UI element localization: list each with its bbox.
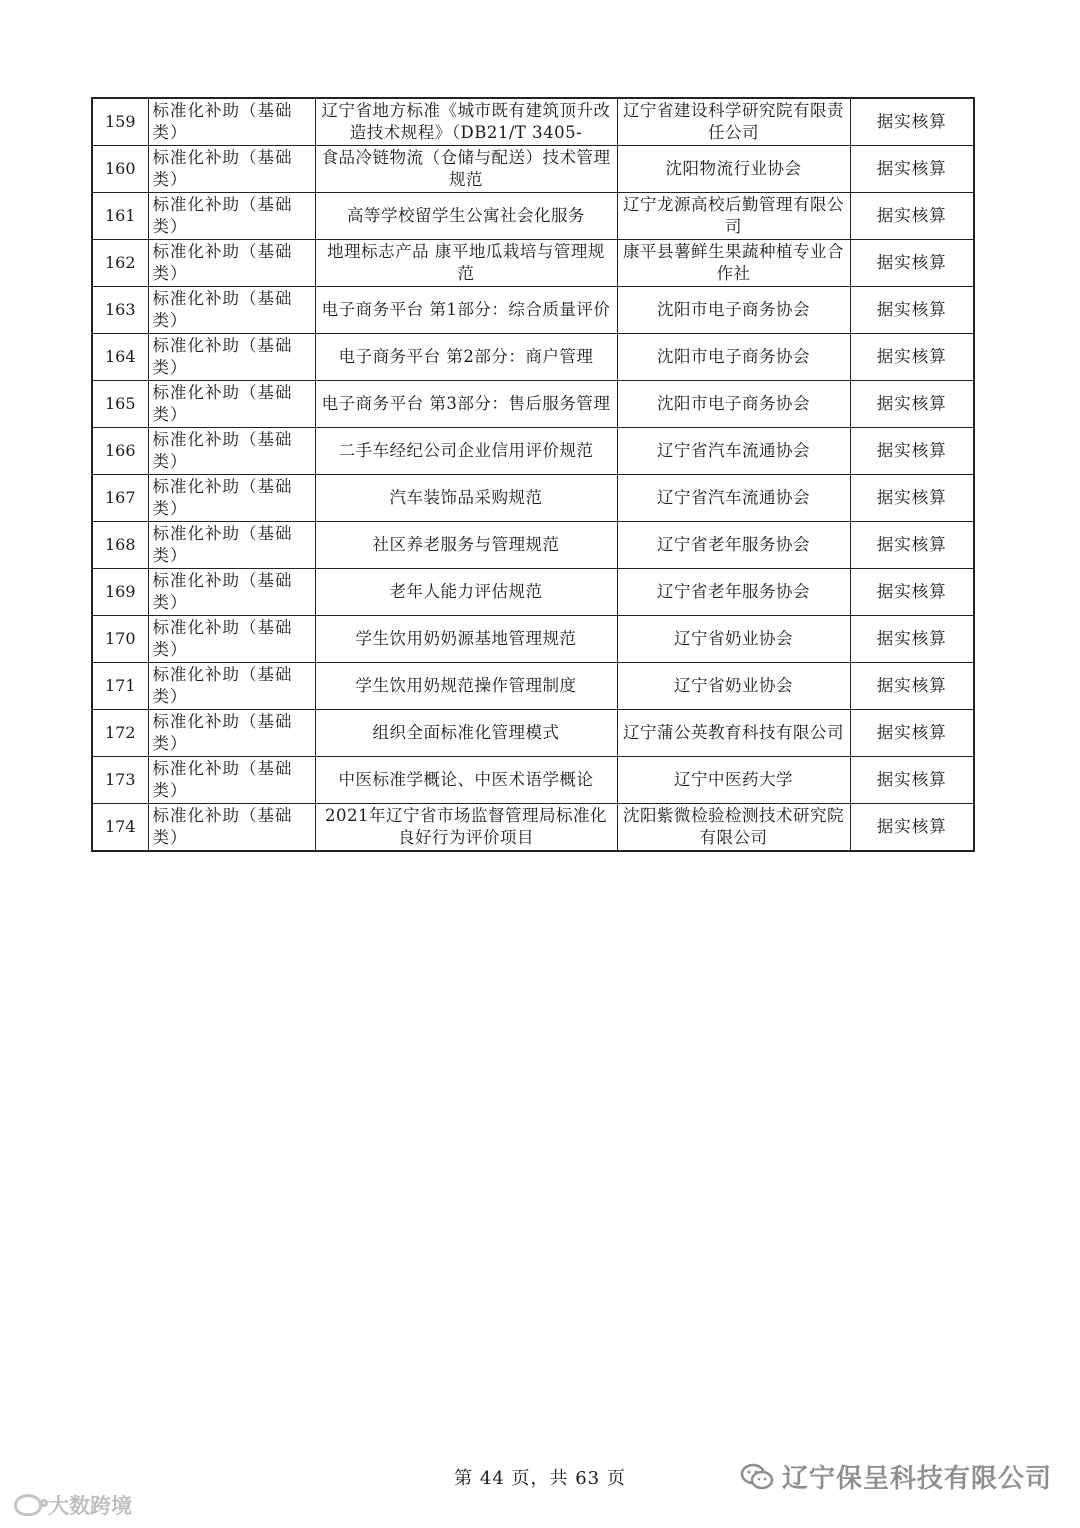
category-cell: 标准化补助（基础类） xyxy=(148,240,315,287)
category-cell: 标准化补助（基础类） xyxy=(148,475,315,522)
standard-name-cell: 电子商务平台 第2部分：商户管理 xyxy=(315,334,617,381)
table-row xyxy=(92,475,974,522)
standard-name-cell: 学生饮用奶规范操作管理制度 xyxy=(315,663,617,710)
method-cell: 据实核算 xyxy=(850,146,974,193)
row-number-cell: 161 xyxy=(92,193,148,240)
standard-name-cell: 电子商务平台 第3部分：售后服务管理 xyxy=(315,381,617,428)
standard-name-cell: 高等学校留学生公寓社会化服务 xyxy=(315,193,617,240)
organization-cell: 沈阳市电子商务协会 xyxy=(617,334,850,381)
row-number-cell: 159 xyxy=(92,98,148,146)
category-cell: 标准化补助（基础类） xyxy=(148,710,315,757)
method-cell: 据实核算 xyxy=(850,710,974,757)
organization-cell: 辽宁中医药大学 xyxy=(617,757,850,804)
row-number-cell: 170 xyxy=(92,616,148,663)
standard-name-cell: 2021年辽宁省市场监督管理局标准化良好行为评价项目 xyxy=(315,804,617,852)
organization-cell: 辽宁龙源高校后勤管理有限公司 xyxy=(617,193,850,240)
row-number-cell: 162 xyxy=(92,240,148,287)
category-cell: 标准化补助（基础类） xyxy=(148,757,315,804)
category-cell: 标准化补助（基础类） xyxy=(148,616,315,663)
table-row xyxy=(92,193,974,240)
method-cell: 据实核算 xyxy=(850,616,974,663)
method-cell: 据实核算 xyxy=(850,569,974,616)
category-cell: 标准化补助（基础类） xyxy=(148,98,315,146)
row-number-cell: 160 xyxy=(92,146,148,193)
standard-name-cell: 辽宁省地方标准《城市既有建筑顶升改造技术规程》（DB21/T 3405- xyxy=(315,98,617,146)
row-number-cell: 164 xyxy=(92,334,148,381)
category-cell: 标准化补助（基础类） xyxy=(148,287,315,334)
organization-cell: 沈阳市电子商务协会 xyxy=(617,381,850,428)
category-cell: 标准化补助（基础类） xyxy=(148,193,315,240)
row-number-cell: 173 xyxy=(92,757,148,804)
category-cell: 标准化补助（基础类） xyxy=(148,334,315,381)
method-cell: 据实核算 xyxy=(850,381,974,428)
watermark-left-text: 大数跨境 xyxy=(48,1494,132,1518)
wechat-icon xyxy=(740,1463,774,1491)
standard-name-cell: 学生饮用奶奶源基地管理规范 xyxy=(315,616,617,663)
row-number-cell: 167 xyxy=(92,475,148,522)
method-cell: 据实核算 xyxy=(850,193,974,240)
watermark-right xyxy=(740,1458,1052,1495)
subsidy-table xyxy=(91,97,975,852)
watermark-left xyxy=(14,1490,132,1520)
method-cell: 据实核算 xyxy=(850,240,974,287)
category-cell: 标准化补助（基础类） xyxy=(148,663,315,710)
table-row xyxy=(92,616,974,663)
method-cell: 据实核算 xyxy=(850,334,974,381)
method-cell: 据实核算 xyxy=(850,522,974,569)
table-row xyxy=(92,287,974,334)
organization-cell: 辽宁省奶业协会 xyxy=(617,616,850,663)
organization-cell: 辽宁蒲公英教育科技有限公司 xyxy=(617,710,850,757)
method-cell: 据实核算 xyxy=(850,757,974,804)
category-cell: 标准化补助（基础类） xyxy=(148,569,315,616)
row-number-cell: 171 xyxy=(92,663,148,710)
standard-name-cell: 食品冷链物流（仓储与配送）技术管理规范 xyxy=(315,146,617,193)
organization-cell: 沈阳物流行业协会 xyxy=(617,146,850,193)
method-cell: 据实核算 xyxy=(850,663,974,710)
row-number-cell: 168 xyxy=(92,522,148,569)
row-number-cell: 166 xyxy=(92,428,148,475)
category-cell: 标准化补助（基础类） xyxy=(148,428,315,475)
standard-name-cell: 老年人能力评估规范 xyxy=(315,569,617,616)
category-cell: 标准化补助（基础类） xyxy=(148,804,315,852)
standard-name-cell: 地理标志产品 康平地瓜栽培与管理规范 xyxy=(315,240,617,287)
organization-cell: 辽宁省老年服务协会 xyxy=(617,569,850,616)
method-cell: 据实核算 xyxy=(850,287,974,334)
table-row xyxy=(92,522,974,569)
standard-name-cell: 电子商务平台 第1部分：综合质量评价 xyxy=(315,287,617,334)
organization-cell: 辽宁省汽车流通协会 xyxy=(617,428,850,475)
watermark-right-text: 辽宁保呈科技有限公司 xyxy=(782,1464,1053,1494)
method-cell: 据实核算 xyxy=(850,804,974,852)
standard-name-cell: 社区养老服务与管理规范 xyxy=(315,522,617,569)
organization-cell: 辽宁省汽车流通协会 xyxy=(617,475,850,522)
table-row xyxy=(92,428,974,475)
organization-cell: 沈阳紫微检验检测技术研究院有限公司 xyxy=(617,804,850,852)
table-body xyxy=(92,98,974,851)
table-row xyxy=(92,804,974,852)
page-number: 第 44 页，共 63 页 xyxy=(454,1468,626,1489)
standard-name-cell: 中医标准学概论、中医术语学概论 xyxy=(315,757,617,804)
row-number-cell: 163 xyxy=(92,287,148,334)
table-row xyxy=(92,663,974,710)
table-row xyxy=(92,381,974,428)
table-row xyxy=(92,334,974,381)
row-number-cell: 174 xyxy=(92,804,148,852)
standard-name-cell: 二手车经纪公司企业信用评价规范 xyxy=(315,428,617,475)
data-table-container xyxy=(91,97,973,852)
organization-cell: 辽宁省奶业协会 xyxy=(617,663,850,710)
watermark-logo-icon xyxy=(14,1494,42,1516)
table-row xyxy=(92,569,974,616)
category-cell: 标准化补助（基础类） xyxy=(148,381,315,428)
standard-name-cell: 组织全面标准化管理模式 xyxy=(315,710,617,757)
organization-cell: 康平县薯鲜生果蔬种植专业合作社 xyxy=(617,240,850,287)
table-row xyxy=(92,98,974,146)
method-cell: 据实核算 xyxy=(850,428,974,475)
category-cell: 标准化补助（基础类） xyxy=(148,522,315,569)
table-row xyxy=(92,146,974,193)
row-number-cell: 172 xyxy=(92,710,148,757)
row-number-cell: 169 xyxy=(92,569,148,616)
table-row xyxy=(92,757,974,804)
method-cell: 据实核算 xyxy=(850,98,974,146)
standard-name-cell: 汽车装饰品采购规范 xyxy=(315,475,617,522)
row-number-cell: 165 xyxy=(92,381,148,428)
organization-cell: 沈阳市电子商务协会 xyxy=(617,287,850,334)
organization-cell: 辽宁省老年服务协会 xyxy=(617,522,850,569)
organization-cell: 辽宁省建设科学研究院有限责任公司 xyxy=(617,98,850,146)
method-cell: 据实核算 xyxy=(850,475,974,522)
table-row xyxy=(92,240,974,287)
table-row xyxy=(92,710,974,757)
category-cell: 标准化补助（基础类） xyxy=(148,146,315,193)
